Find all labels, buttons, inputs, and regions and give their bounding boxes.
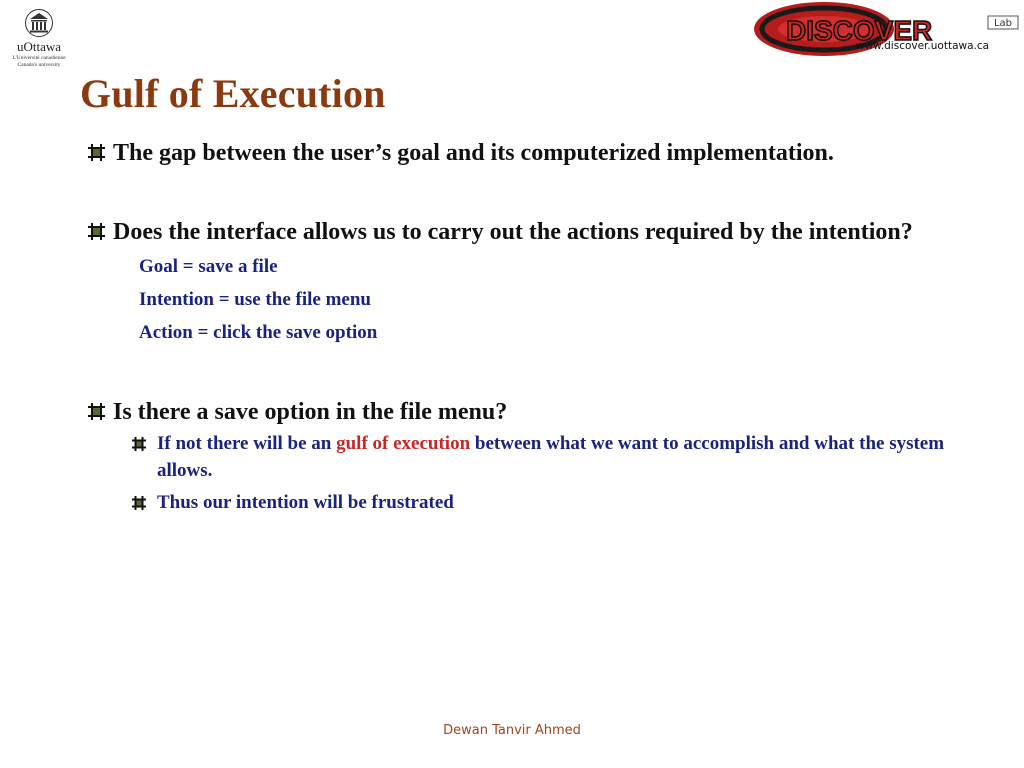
z-bullet-icon bbox=[88, 144, 105, 161]
uottawa-tagline-fr: L'Université canadienne bbox=[12, 55, 66, 61]
uottawa-logo bbox=[8, 8, 70, 69]
lab-badge: Lab bbox=[993, 18, 1013, 29]
discover-url: www.discover.uottawa.ca bbox=[856, 40, 990, 52]
bullet-gap-definition: The gap between the user’s goal and its computerized implementation. bbox=[88, 136, 988, 171]
z-bullet-icon bbox=[88, 403, 105, 420]
z-bullet-small-icon bbox=[132, 437, 146, 451]
sub-bullet-gulf: If not there will be an gulf of execution between what we want to accomplish and what the system allows. bbox=[132, 430, 988, 484]
university-building-icon bbox=[25, 8, 53, 38]
uottawa-name: uOttawa bbox=[16, 39, 62, 54]
sub-bullet-frustrated: Thus our intention will be frustrated bbox=[132, 489, 988, 516]
bullet-interface-question: Does the interface allows us to carry out the actions required by the intention? bbox=[88, 215, 988, 250]
uottawa-tagline-en: Canada's university bbox=[17, 62, 61, 68]
footer-author: Dewan Tanvir Ahmed bbox=[443, 723, 581, 738]
discover-wordmark: DISCOVER bbox=[786, 15, 933, 46]
bullet-save-option-question: Is there a save option in the file menu? bbox=[88, 395, 988, 430]
slide-content bbox=[88, 136, 988, 521]
z-bullet-small-icon bbox=[132, 496, 146, 510]
gulf-of-execution-highlight: gulf of execution bbox=[336, 433, 471, 454]
z-bullet-icon bbox=[88, 223, 105, 240]
sub-action: Action = click the save option bbox=[139, 322, 378, 343]
discover-lab-logo bbox=[752, 0, 1020, 60]
sub-goal: Goal = save a file bbox=[139, 256, 278, 277]
sub-intention: Intention = use the file menu bbox=[139, 289, 371, 310]
slide-title: Gulf of Execution bbox=[80, 71, 386, 116]
